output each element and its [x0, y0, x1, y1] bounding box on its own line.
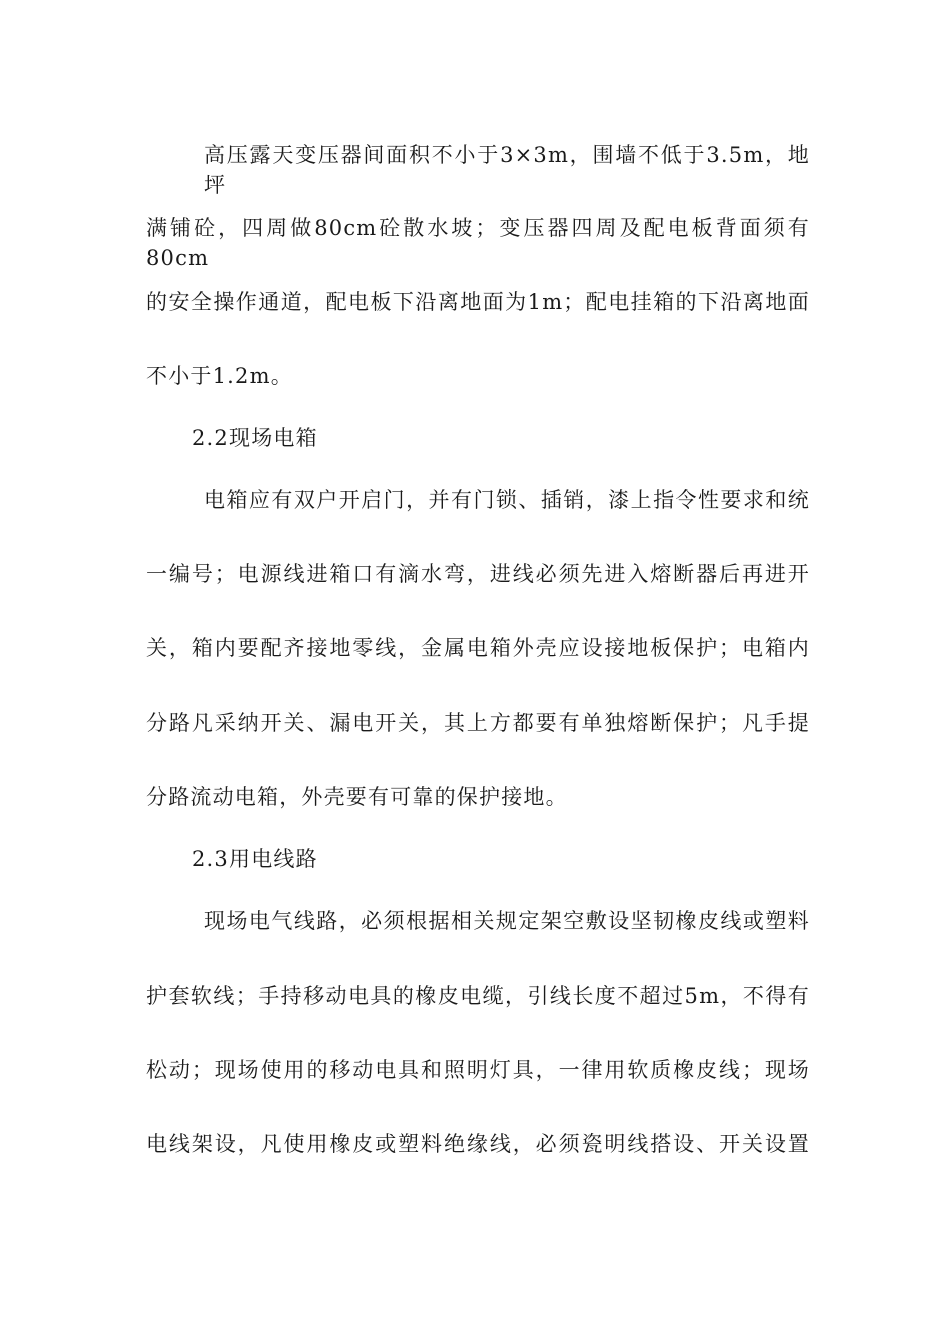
- paragraph-line: 关，箱内要配齐接地零线，金属电箱外壳应设接地板保护；电箱内: [146, 636, 810, 660]
- paragraph-line: 现场电气线路，必须根据相关规定架空敷设坚韧橡皮线或塑料: [204, 909, 810, 933]
- paragraph-line: 满铺砼，四周做80cm砼散水坡；变压器四周及配电板背面须有80cm: [146, 216, 810, 270]
- paragraph-line: 高压露天变压器间面积不小于3×3m，围墙不低于3.5m，地坪: [204, 143, 810, 197]
- section-heading: 2.3用电线路: [192, 847, 318, 871]
- paragraph-line: 的安全操作通道，配电板下沿离地面为1m；配电挂箱的下沿离地面: [146, 290, 810, 314]
- paragraph-line: 不小于1.2m。: [146, 364, 293, 388]
- paragraph-line: 电箱应有双户开启门，并有门锁、插销，漆上指令性要求和统: [204, 488, 810, 512]
- paragraph-line: 松动；现场使用的移动电具和照明灯具，一律用软质橡皮线；现场: [146, 1058, 810, 1082]
- paragraph-line: 电线架设，凡使用橡皮或塑料绝缘线，必须瓷明线搭设、开关设置: [146, 1132, 810, 1156]
- paragraph-line: 分路凡采纳开关、漏电开关，其上方都要有单独熔断保护；凡手提: [146, 711, 810, 735]
- paragraph-line: 分路流动电箱，外壳要有可靠的保护接地。: [146, 785, 568, 809]
- paragraph-line: 一编号；电源线进箱口有滴水弯，进线必须先进入熔断器后再进开: [146, 562, 810, 586]
- paragraph-line: 护套软线；手持移动电具的橡皮电缆，引线长度不超过5m，不得有: [146, 984, 810, 1008]
- section-heading: 2.2现场电箱: [192, 426, 318, 450]
